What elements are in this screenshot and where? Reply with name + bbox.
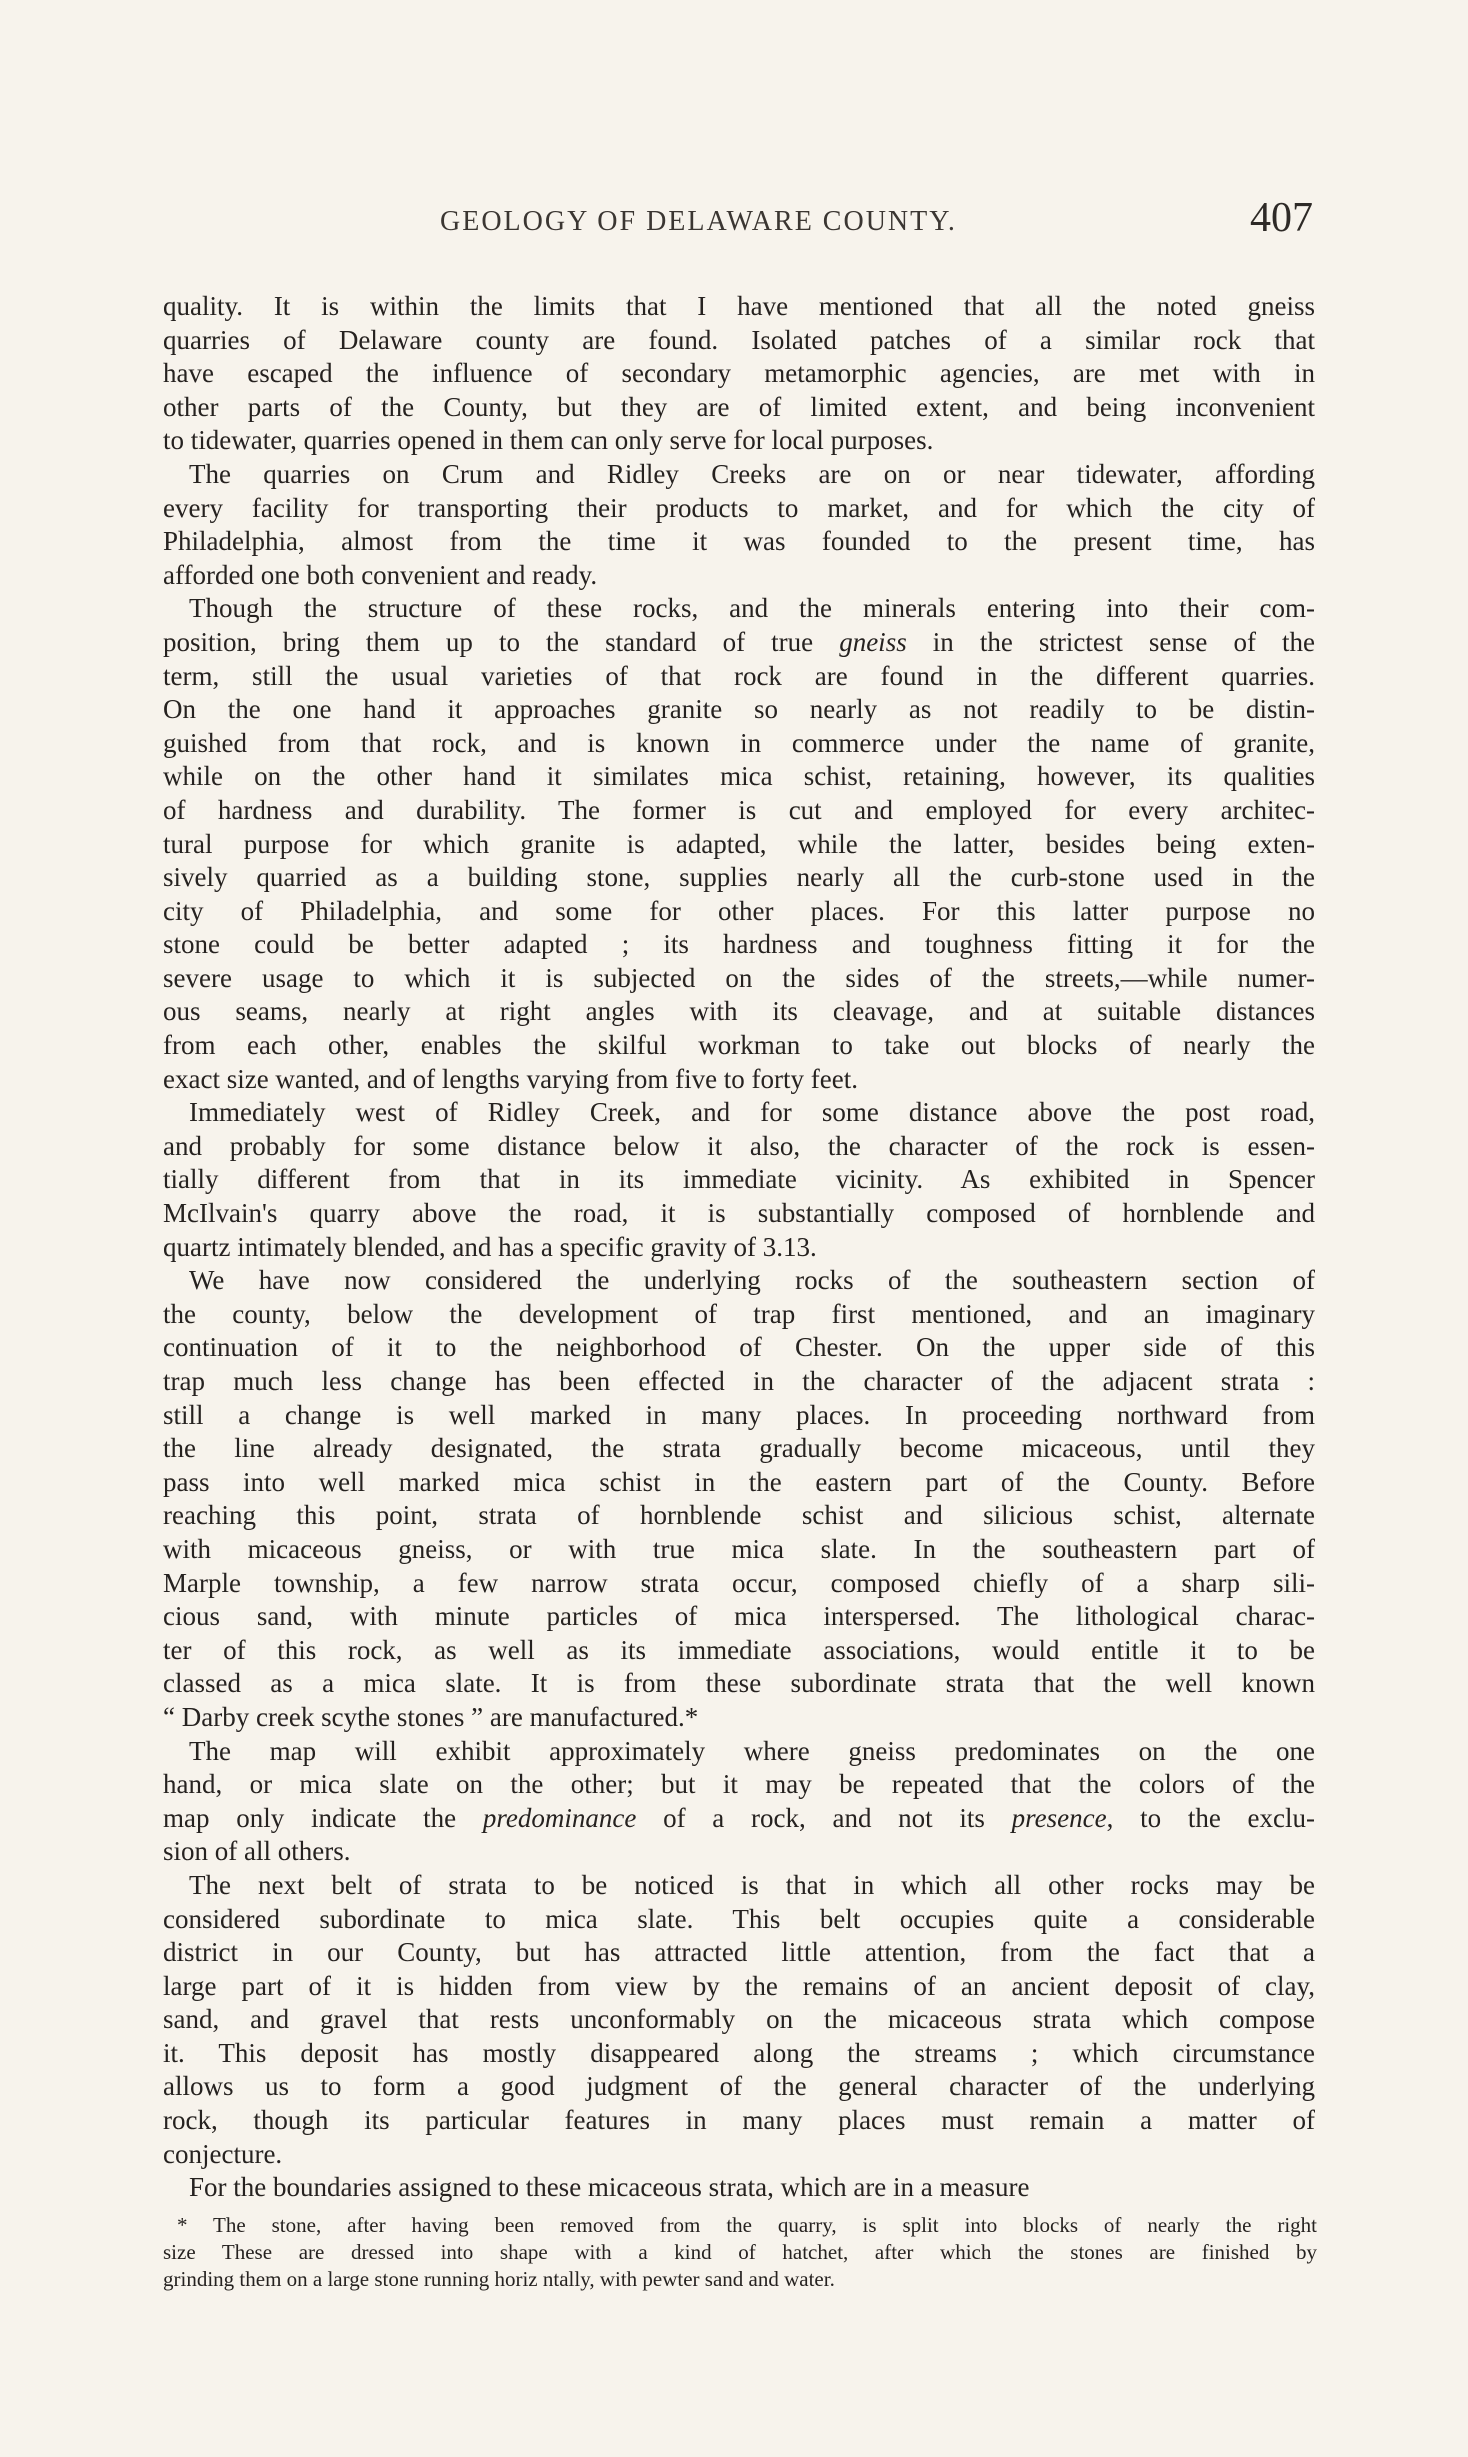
text-line: other parts of the County, but they are of limited extent, and being inconvenient xyxy=(163,391,1315,422)
text-line xyxy=(163,626,1315,660)
footnote xyxy=(163,2212,1317,2293)
text-line: sion of all others. xyxy=(163,1836,351,1867)
body-text xyxy=(163,290,1315,2205)
text-line: ous seams, nearly at right angles with its cleavage, and at suitable distances xyxy=(163,996,1315,1027)
text-line: every facility for transporting their products to market, and for which the city of xyxy=(163,492,1315,523)
text-line: still a change is well marked in many places. In proceeding northward from xyxy=(163,1399,1315,1430)
text-segment: map only indicate the xyxy=(163,1802,457,1833)
text-segment: of a rock, and not its xyxy=(663,1802,985,1833)
text-line: of hardness and durability. The former is cut and employed for every architec- xyxy=(163,794,1315,825)
text-line: McIlvain's quarry above the road, it is substantially composed of hornblende and xyxy=(163,1198,1315,1229)
text-line: hand, or mica slate on the other; but it may be repeated that the colors of the xyxy=(163,1769,1315,1800)
italic-term: predominance xyxy=(482,1802,637,1833)
text-line: cious sand, with minute particles of mica interspersed. The lithological charac- xyxy=(163,1601,1315,1632)
text-line: tially different from that in its immediate vicinity. As exhibited in Spencer xyxy=(163,1164,1315,1195)
text-line: while on the other hand it similates mica schist, retaining, however, its qualities xyxy=(163,761,1315,792)
text-line: and probably for some distance below it also, the character of the rock is essen- xyxy=(163,1130,1315,1161)
text-line: from each other, enables the skilful workman to take out blocks of nearly the xyxy=(163,1030,1315,1061)
text-line: tural purpose for which granite is adapted, while the latter, besides being exten- xyxy=(163,828,1315,859)
text-line: term, still the usual varieties of that rock are found in the different quarries. xyxy=(163,660,1315,691)
footnote-line: * The stone, after having been removed from the quarry, is split into blocks of nearly the right xyxy=(177,2213,1317,2237)
text-line: “ Darby creek scythe stones ” are manufactured.* xyxy=(163,1701,699,1732)
text-line: afforded one both convenient and ready. xyxy=(163,559,598,590)
text-line: sand, and gravel that rests unconformably on the micaceous strata which compose xyxy=(163,2004,1315,2035)
text-line: On the one hand it approaches granite so nearly as not readily to be distin- xyxy=(163,694,1315,725)
text-line: have escaped the influence of secondary metamorphic agencies, are met with in xyxy=(163,358,1315,389)
text-line: large part of it is hidden from view by the remains of an ancient deposit of clay, xyxy=(163,1970,1315,2001)
text-line xyxy=(163,1802,1315,1836)
text-line: For the boundaries assigned to these micaceous strata, which are in a measure xyxy=(189,2172,1030,2203)
text-line: the county, below the development of trap first mentioned, and an imaginary xyxy=(163,1298,1315,1329)
text-line: quarries of Delaware county are found. Isolated patches of a similar rock that xyxy=(163,324,1315,355)
text-line: classed as a mica slate. It is from these subordinate strata that the well known xyxy=(163,1668,1315,1699)
text-line: guished from that rock, and is known in commerce under the name of granite, xyxy=(163,727,1315,758)
text-line: conjecture. xyxy=(163,2138,283,2169)
text-line: ter of this rock, as well as its immediate associations, would entitle it to be xyxy=(163,1634,1315,1665)
text-line: considered subordinate to mica slate. This belt occupies quite a considerable xyxy=(163,1903,1315,1934)
text-line: The next belt of strata to be noticed is that in which all other rocks may be xyxy=(189,1869,1315,1900)
page-header xyxy=(163,195,1313,248)
text-line: district in our County, but has attracted little attention, from the fact that a xyxy=(163,1937,1315,1968)
text-line: Marple township, a few narrow strata occur, composed chiefly of a sharp sili- xyxy=(163,1567,1315,1598)
text-line: reaching this point, strata of hornblende schist and silicious schist, alternate xyxy=(163,1500,1315,1531)
text-line: Though the structure of these rocks, and the minerals entering into their com- xyxy=(189,593,1315,624)
italic-term: presence xyxy=(1011,1802,1107,1833)
text-line: with micaceous gneiss, or with true mica slate. In the southeastern part of xyxy=(163,1533,1315,1564)
text-line: it. This deposit has mostly disappeared along the streams ; which circumstance xyxy=(163,2037,1315,2068)
running-head: GEOLOGY OF DELAWARE COUNTY. xyxy=(440,206,957,237)
text-line: The map will exhibit approximately where gneiss predominates on the one xyxy=(189,1735,1315,1766)
text-line: quartz intimately blended, and has a specific gravity of 3.13. xyxy=(163,1231,817,1262)
text-line: severe usage to which it is subjected on the sides of the streets,—while numer- xyxy=(163,962,1315,993)
text-line: We have now considered the underlying rocks of the southeastern section of xyxy=(189,1265,1315,1296)
text-line: trap much less change has been effected in the character of the adjacent strata : xyxy=(163,1366,1315,1396)
text-line: Philadelphia, almost from the time it was founded to the present time, has xyxy=(163,526,1315,557)
text-line: exact size wanted, and of lengths varying from five to forty feet. xyxy=(163,1063,858,1094)
text-line: continuation of it to the neighborhood of Chester. On the upper side of this xyxy=(163,1332,1315,1363)
text-line: pass into well marked mica schist in the eastern part of the County. Before xyxy=(163,1466,1315,1497)
text-segment: , to the exclu- xyxy=(1106,1802,1315,1833)
text-line: allows us to form a good judgment of the general character of the underlying xyxy=(163,2071,1315,2102)
text-segment: position, bring them up to the standard of true xyxy=(163,626,814,657)
text-line: Immediately west of Ridley Creek, and for some distance above the post road, xyxy=(189,1097,1315,1128)
text-line: quality. It is within the limits that I have mentioned that all the noted gneiss xyxy=(163,291,1315,321)
footnote-line: size These are dressed into shape with a kind of hatchet, after which the stones are finished by xyxy=(163,2240,1317,2264)
page-number: 407 xyxy=(1250,195,1313,241)
text-line: rock, though its particular features in many places must remain a matter of xyxy=(163,2105,1315,2136)
text-line: sively quarried as a building stone, supplies nearly all the curb-stone used in the xyxy=(163,862,1315,893)
text-line: The quarries on Crum and Ridley Creeks are on or near tidewater, affording xyxy=(189,458,1315,489)
text-segment: in the strictest sense of the xyxy=(932,626,1315,657)
text-line: city of Philadelphia, and some for other places. For this latter purpose no xyxy=(163,895,1315,926)
text-line: stone could be better adapted ; its hardness and toughness fitting it for the xyxy=(163,929,1315,960)
text-line: the line already designated, the strata gradually become micaceous, until they xyxy=(163,1433,1315,1464)
footnote-line: grinding them on a large stone running horiz ntally, with pewter sand and water. xyxy=(163,2267,835,2291)
italic-term: gneiss xyxy=(839,626,907,657)
text-line: to tidewater, quarries opened in them can only serve for local purposes. xyxy=(163,425,934,456)
